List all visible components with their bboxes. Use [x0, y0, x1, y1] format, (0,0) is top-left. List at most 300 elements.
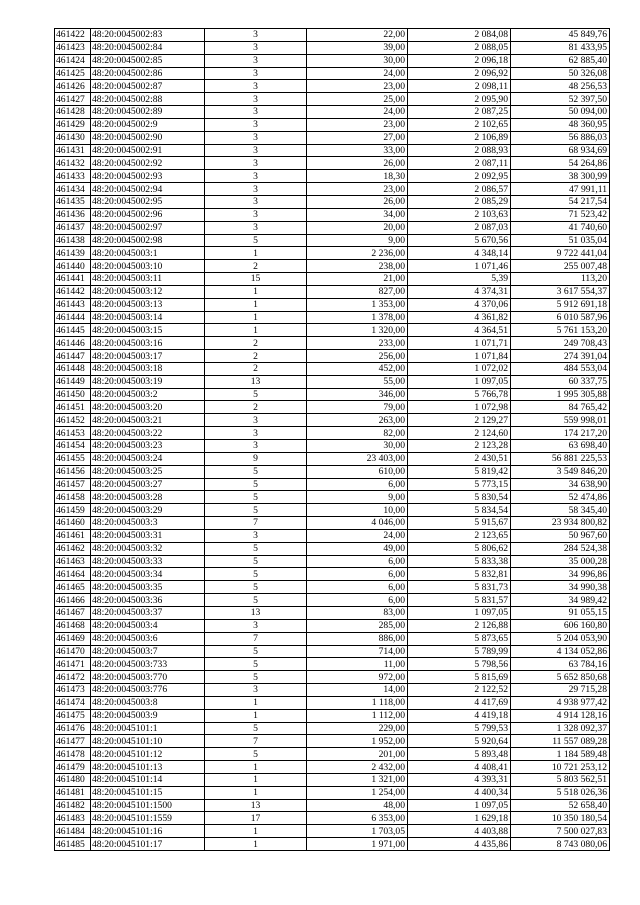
- cadastral-value-cell: 41 740,60: [511, 221, 610, 234]
- category-code-cell: 3: [205, 170, 307, 183]
- cadastral-value-cell: 45 849,76: [511, 29, 610, 42]
- cadastral-value-cell: 62 885,40: [511, 54, 610, 67]
- row-number-cell: 461430: [55, 131, 91, 144]
- row-number-cell: 461472: [55, 671, 91, 684]
- cadastral-number-cell: 48:20:0045003:29: [91, 504, 205, 517]
- specific-value-cell: 4 374,31: [408, 285, 511, 298]
- cadastral-number-cell: 48:20:0045003:3: [91, 517, 205, 530]
- row-number-cell: 461467: [55, 606, 91, 619]
- specific-value-cell: 4 419,18: [408, 709, 511, 722]
- specific-value-cell: 2 087,11: [408, 157, 511, 170]
- row-number-cell: 461431: [55, 144, 91, 157]
- cadastral-number-cell: 48:20:0045101:12: [91, 748, 205, 761]
- cadastral-number-cell: 48:20:0045002:87: [91, 80, 205, 93]
- data-table: [54, 28, 610, 851]
- cadastral-number-cell: 48:20:0045101:14: [91, 773, 205, 786]
- area-value-cell: 34,00: [307, 208, 408, 221]
- area-value-cell: 22,00: [307, 29, 408, 42]
- row-number-cell: 461451: [55, 401, 91, 414]
- cadastral-number-cell: 48:20:0045003:21: [91, 414, 205, 427]
- category-code-cell: 3: [205, 183, 307, 196]
- category-code-cell: 3: [205, 41, 307, 54]
- cadastral-value-cell: 174 217,20: [511, 427, 610, 440]
- category-code-cell: 1: [205, 761, 307, 774]
- area-value-cell: 11,00: [307, 658, 408, 671]
- cadastral-number-cell: 48:20:0045003:4: [91, 619, 205, 632]
- cadastral-value-cell: 84 765,42: [511, 401, 610, 414]
- category-code-cell: 3: [205, 221, 307, 234]
- area-value-cell: 285,00: [307, 619, 408, 632]
- specific-value-cell: 4 370,06: [408, 298, 511, 311]
- cadastral-number-cell: 48:20:0045101:17: [91, 838, 205, 851]
- area-value-cell: 14,00: [307, 684, 408, 697]
- specific-value-cell: 5 831,57: [408, 594, 511, 607]
- category-code-cell: 1: [205, 786, 307, 799]
- specific-value-cell: 5 873,65: [408, 632, 511, 645]
- table-row: [55, 144, 610, 157]
- area-value-cell: 1 971,00: [307, 838, 408, 851]
- category-code-cell: 1: [205, 838, 307, 851]
- area-value-cell: 33,00: [307, 144, 408, 157]
- table-row: [55, 298, 610, 311]
- area-value-cell: 9,00: [307, 491, 408, 504]
- specific-value-cell: 5 834,54: [408, 504, 511, 517]
- specific-value-cell: 2 088,93: [408, 144, 511, 157]
- row-number-cell: 461466: [55, 594, 91, 607]
- area-value-cell: 26,00: [307, 195, 408, 208]
- category-code-cell: 3: [205, 684, 307, 697]
- row-number-cell: 461443: [55, 298, 91, 311]
- row-number-cell: 461485: [55, 838, 91, 851]
- table-row: [55, 440, 610, 453]
- table-row: [55, 183, 610, 196]
- cadastral-value-cell: 68 934,69: [511, 144, 610, 157]
- cadastral-number-cell: 48:20:0045003:34: [91, 568, 205, 581]
- area-value-cell: 4 046,00: [307, 517, 408, 530]
- specific-value-cell: 4 348,14: [408, 247, 511, 260]
- specific-value-cell: 2 106,89: [408, 131, 511, 144]
- cadastral-value-cell: 5 803 562,51: [511, 773, 610, 786]
- cadastral-number-cell: 48:20:0045003:22: [91, 427, 205, 440]
- row-number-cell: 461462: [55, 542, 91, 555]
- category-code-cell: 2: [205, 362, 307, 375]
- specific-value-cell: 2 088,05: [408, 41, 511, 54]
- table-row: [55, 221, 610, 234]
- category-code-cell: 2: [205, 401, 307, 414]
- table-row: [55, 208, 610, 221]
- area-value-cell: 23,00: [307, 80, 408, 93]
- cadastral-number-cell: 48:20:0045003:8: [91, 696, 205, 709]
- table-row: [55, 337, 610, 350]
- table-row: [55, 41, 610, 54]
- specific-value-cell: 4 435,86: [408, 838, 511, 851]
- cadastral-value-cell: 559 998,01: [511, 414, 610, 427]
- area-value-cell: 23,00: [307, 118, 408, 131]
- table-row: [55, 311, 610, 324]
- cadastral-value-cell: 50 967,60: [511, 529, 610, 542]
- specific-value-cell: 5 831,73: [408, 581, 511, 594]
- row-number-cell: 461468: [55, 619, 91, 632]
- category-code-cell: 1: [205, 709, 307, 722]
- cadastral-number-cell: 48:20:0045003:9: [91, 709, 205, 722]
- category-code-cell: 5: [205, 722, 307, 735]
- specific-value-cell: 4 403,88: [408, 825, 511, 838]
- area-value-cell: 6,00: [307, 478, 408, 491]
- cadastral-number-cell: 48:20:0045003:11: [91, 273, 205, 286]
- cadastral-value-cell: 56 881 225,53: [511, 452, 610, 465]
- table-row: [55, 594, 610, 607]
- specific-value-cell: 1 071,46: [408, 260, 511, 273]
- table-row: [55, 658, 610, 671]
- category-code-cell: 3: [205, 440, 307, 453]
- cadastral-value-cell: 284 524,38: [511, 542, 610, 555]
- cadastral-value-cell: 34 989,42: [511, 594, 610, 607]
- area-value-cell: 48,00: [307, 799, 408, 812]
- specific-value-cell: 5 893,48: [408, 748, 511, 761]
- table-row: [55, 517, 610, 530]
- row-number-cell: 461433: [55, 170, 91, 183]
- table-row: [55, 93, 610, 106]
- specific-value-cell: 2 123,65: [408, 529, 511, 542]
- table-row: [55, 709, 610, 722]
- row-number-cell: 461471: [55, 658, 91, 671]
- table-row: [55, 285, 610, 298]
- cadastral-number-cell: 48:20:0045002:91: [91, 144, 205, 157]
- cadastral-number-cell: 48:20:0045003:7: [91, 645, 205, 658]
- table-row: [55, 786, 610, 799]
- area-value-cell: 452,00: [307, 362, 408, 375]
- row-number-cell: 461482: [55, 799, 91, 812]
- category-code-cell: 13: [205, 606, 307, 619]
- cadastral-value-cell: 5 912 691,18: [511, 298, 610, 311]
- cadastral-value-cell: 34 990,38: [511, 581, 610, 594]
- category-code-cell: 5: [205, 504, 307, 517]
- area-value-cell: 229,00: [307, 722, 408, 735]
- row-number-cell: 461422: [55, 29, 91, 42]
- table-row: [55, 478, 610, 491]
- row-number-cell: 461458: [55, 491, 91, 504]
- cadastral-number-cell: 48:20:0045003:2: [91, 388, 205, 401]
- cadastral-number-cell: 48:20:0045003:15: [91, 324, 205, 337]
- row-number-cell: 461425: [55, 67, 91, 80]
- cadastral-number-cell: 48:20:0045003:16: [91, 337, 205, 350]
- row-number-cell: 461457: [55, 478, 91, 491]
- specific-value-cell: 5 815,69: [408, 671, 511, 684]
- row-number-cell: 461454: [55, 440, 91, 453]
- category-code-cell: 3: [205, 529, 307, 542]
- row-number-cell: 461428: [55, 106, 91, 119]
- cadastral-value-cell: 274 391,04: [511, 350, 610, 363]
- cadastral-value-cell: 48 256,53: [511, 80, 610, 93]
- row-number-cell: 461455: [55, 452, 91, 465]
- specific-value-cell: 4 408,41: [408, 761, 511, 774]
- specific-value-cell: 5 830,54: [408, 491, 511, 504]
- row-number-cell: 461479: [55, 761, 91, 774]
- area-value-cell: 25,00: [307, 93, 408, 106]
- row-number-cell: 461427: [55, 93, 91, 106]
- area-value-cell: 346,00: [307, 388, 408, 401]
- specific-value-cell: 5 773,15: [408, 478, 511, 491]
- area-value-cell: 27,00: [307, 131, 408, 144]
- specific-value-cell: 1 072,02: [408, 362, 511, 375]
- specific-value-cell: 5 915,67: [408, 517, 511, 530]
- area-value-cell: 49,00: [307, 542, 408, 555]
- cadastral-number-cell: 48:20:0045003:37: [91, 606, 205, 619]
- area-value-cell: 263,00: [307, 414, 408, 427]
- row-number-cell: 461441: [55, 273, 91, 286]
- specific-value-cell: 2 124,60: [408, 427, 511, 440]
- cadastral-value-cell: 1 328 092,37: [511, 722, 610, 735]
- category-code-cell: 5: [205, 671, 307, 684]
- row-number-cell: 461434: [55, 183, 91, 196]
- specific-value-cell: 2 096,92: [408, 67, 511, 80]
- cadastral-value-cell: 34 996,86: [511, 568, 610, 581]
- specific-value-cell: 5 819,42: [408, 465, 511, 478]
- cadastral-value-cell: 91 055,15: [511, 606, 610, 619]
- cadastral-value-cell: 1 184 589,48: [511, 748, 610, 761]
- row-number-cell: 461460: [55, 517, 91, 530]
- specific-value-cell: 2 122,52: [408, 684, 511, 697]
- table-row: [55, 67, 610, 80]
- area-value-cell: 1 378,00: [307, 311, 408, 324]
- cadastral-value-cell: 63 698,40: [511, 440, 610, 453]
- cadastral-number-cell: 48:20:0045002:9: [91, 118, 205, 131]
- table-row: [55, 131, 610, 144]
- cadastral-number-cell: 48:20:0045002:92: [91, 157, 205, 170]
- cadastral-value-cell: 7 500 027,83: [511, 825, 610, 838]
- category-code-cell: 3: [205, 29, 307, 42]
- specific-value-cell: 5 806,62: [408, 542, 511, 555]
- cadastral-value-cell: 23 934 800,82: [511, 517, 610, 530]
- area-value-cell: 39,00: [307, 41, 408, 54]
- row-number-cell: 461464: [55, 568, 91, 581]
- area-value-cell: 201,00: [307, 748, 408, 761]
- cadastral-value-cell: 52 658,40: [511, 799, 610, 812]
- cadastral-number-cell: 48:20:0045003:13: [91, 298, 205, 311]
- cadastral-value-cell: 52 397,50: [511, 93, 610, 106]
- category-code-cell: 3: [205, 157, 307, 170]
- table-row: [55, 606, 610, 619]
- row-number-cell: 461478: [55, 748, 91, 761]
- cadastral-number-cell: 48:20:0045003:31: [91, 529, 205, 542]
- table-row: [55, 696, 610, 709]
- specific-value-cell: 1 629,18: [408, 812, 511, 825]
- cadastral-value-cell: 58 345,40: [511, 504, 610, 517]
- table-row: [55, 350, 610, 363]
- specific-value-cell: 2 095,90: [408, 93, 511, 106]
- table-row: [55, 362, 610, 375]
- area-value-cell: 1 254,00: [307, 786, 408, 799]
- row-number-cell: 461442: [55, 285, 91, 298]
- cadastral-value-cell: 50 326,08: [511, 67, 610, 80]
- area-value-cell: 256,00: [307, 350, 408, 363]
- table-row: [55, 645, 610, 658]
- table-row: [55, 504, 610, 517]
- area-value-cell: 233,00: [307, 337, 408, 350]
- cadastral-value-cell: 255 007,48: [511, 260, 610, 273]
- area-value-cell: 30,00: [307, 54, 408, 67]
- category-code-cell: 1: [205, 324, 307, 337]
- row-number-cell: 461459: [55, 504, 91, 517]
- cadastral-number-cell: 48:20:0045003:20: [91, 401, 205, 414]
- area-value-cell: 714,00: [307, 645, 408, 658]
- cadastral-value-cell: 1 995 305,88: [511, 388, 610, 401]
- cadastral-number-cell: 48:20:0045101:1: [91, 722, 205, 735]
- specific-value-cell: 5 789,99: [408, 645, 511, 658]
- category-code-cell: 1: [205, 773, 307, 786]
- area-value-cell: 24,00: [307, 529, 408, 542]
- cadastral-number-cell: 48:20:0045002:89: [91, 106, 205, 119]
- row-number-cell: 461476: [55, 722, 91, 735]
- cadastral-value-cell: 606 160,80: [511, 619, 610, 632]
- category-code-cell: 5: [205, 658, 307, 671]
- table-row: [55, 375, 610, 388]
- specific-value-cell: 1 071,71: [408, 337, 511, 350]
- cadastral-number-cell: 48:20:0045002:93: [91, 170, 205, 183]
- row-number-cell: 461438: [55, 234, 91, 247]
- cadastral-value-cell: 5 761 153,20: [511, 324, 610, 337]
- cadastral-number-cell: 48:20:0045003:32: [91, 542, 205, 555]
- table-row: [55, 491, 610, 504]
- cadastral-value-cell: 81 433,95: [511, 41, 610, 54]
- cadastral-number-cell: 48:20:0045003:12: [91, 285, 205, 298]
- category-code-cell: 3: [205, 195, 307, 208]
- row-number-cell: 461465: [55, 581, 91, 594]
- cadastral-number-cell: 48:20:0045003:28: [91, 491, 205, 504]
- cadastral-value-cell: 3 617 554,37: [511, 285, 610, 298]
- area-value-cell: 1 353,00: [307, 298, 408, 311]
- cadastral-number-cell: 48:20:0045003:19: [91, 375, 205, 388]
- row-number-cell: 461483: [55, 812, 91, 825]
- row-number-cell: 461436: [55, 208, 91, 221]
- specific-value-cell: 5 832,81: [408, 568, 511, 581]
- table-row: [55, 619, 610, 632]
- area-value-cell: 2 236,00: [307, 247, 408, 260]
- area-value-cell: 6,00: [307, 555, 408, 568]
- category-code-cell: 7: [205, 735, 307, 748]
- table-row: [55, 388, 610, 401]
- area-value-cell: 1 118,00: [307, 696, 408, 709]
- specific-value-cell: 5,39: [408, 273, 511, 286]
- area-value-cell: 1 703,05: [307, 825, 408, 838]
- cadastral-value-cell: 4 938 977,42: [511, 696, 610, 709]
- area-value-cell: 1 952,00: [307, 735, 408, 748]
- cadastral-number-cell: 48:20:0045002:90: [91, 131, 205, 144]
- category-code-cell: 3: [205, 427, 307, 440]
- category-code-cell: 1: [205, 298, 307, 311]
- specific-value-cell: 2 084,08: [408, 29, 511, 42]
- area-value-cell: 82,00: [307, 427, 408, 440]
- cadastral-value-cell: 249 708,43: [511, 337, 610, 350]
- category-code-cell: 15: [205, 273, 307, 286]
- area-value-cell: 24,00: [307, 106, 408, 119]
- category-code-cell: 1: [205, 825, 307, 838]
- row-number-cell: 461481: [55, 786, 91, 799]
- specific-value-cell: 1 071,84: [408, 350, 511, 363]
- cadastral-value-cell: 60 337,75: [511, 375, 610, 388]
- specific-value-cell: 4 364,51: [408, 324, 511, 337]
- area-value-cell: 10,00: [307, 504, 408, 517]
- specific-value-cell: 2 087,25: [408, 106, 511, 119]
- cadastral-number-cell: 48:20:0045002:86: [91, 67, 205, 80]
- area-value-cell: 20,00: [307, 221, 408, 234]
- cadastral-number-cell: 48:20:0045003:733: [91, 658, 205, 671]
- table-row: [55, 838, 610, 851]
- cadastral-value-cell: 51 035,04: [511, 234, 610, 247]
- cadastral-value-cell: 5 204 053,90: [511, 632, 610, 645]
- category-code-cell: 3: [205, 619, 307, 632]
- area-value-cell: 23,00: [307, 183, 408, 196]
- cadastral-number-cell: 48:20:0045002:85: [91, 54, 205, 67]
- row-number-cell: 461484: [55, 825, 91, 838]
- row-number-cell: 461461: [55, 529, 91, 542]
- cadastral-value-cell: 29 715,28: [511, 684, 610, 697]
- category-code-cell: 17: [205, 812, 307, 825]
- row-number-cell: 461475: [55, 709, 91, 722]
- cadastral-value-cell: 10 350 180,54: [511, 812, 610, 825]
- table-row: [55, 799, 610, 812]
- area-value-cell: 610,00: [307, 465, 408, 478]
- category-code-cell: 3: [205, 414, 307, 427]
- table-row: [55, 54, 610, 67]
- cadastral-number-cell: 48:20:0045101:1559: [91, 812, 205, 825]
- cadastral-number-cell: 48:20:0045101:15: [91, 786, 205, 799]
- area-value-cell: 30,00: [307, 440, 408, 453]
- cadastral-number-cell: 48:20:0045003:14: [91, 311, 205, 324]
- specific-value-cell: 4 400,34: [408, 786, 511, 799]
- specific-value-cell: 2 126,88: [408, 619, 511, 632]
- cadastral-number-cell: 48:20:0045002:95: [91, 195, 205, 208]
- category-code-cell: 5: [205, 594, 307, 607]
- table-row: [55, 671, 610, 684]
- category-code-cell: 3: [205, 93, 307, 106]
- cadastral-number-cell: 48:20:0045003:35: [91, 581, 205, 594]
- cadastral-value-cell: 63 784,16: [511, 658, 610, 671]
- row-number-cell: 461470: [55, 645, 91, 658]
- cadastral-number-cell: 48:20:0045101:10: [91, 735, 205, 748]
- area-value-cell: 886,00: [307, 632, 408, 645]
- area-value-cell: 6,00: [307, 568, 408, 581]
- table-row: [55, 465, 610, 478]
- specific-value-cell: 5 799,53: [408, 722, 511, 735]
- table-row: [55, 260, 610, 273]
- row-number-cell: 461435: [55, 195, 91, 208]
- row-number-cell: 461447: [55, 350, 91, 363]
- cadastral-number-cell: 48:20:0045003:23: [91, 440, 205, 453]
- specific-value-cell: 2 102,65: [408, 118, 511, 131]
- cadastral-value-cell: 484 553,04: [511, 362, 610, 375]
- cadastral-value-cell: 11 557 089,28: [511, 735, 610, 748]
- category-code-cell: 5: [205, 478, 307, 491]
- specific-value-cell: 5 833,38: [408, 555, 511, 568]
- cadastral-value-cell: 9 722 441,04: [511, 247, 610, 260]
- table-row: [55, 157, 610, 170]
- category-code-cell: 3: [205, 80, 307, 93]
- row-number-cell: 461424: [55, 54, 91, 67]
- area-value-cell: 6 353,00: [307, 812, 408, 825]
- cadastral-number-cell: 48:20:0045003:36: [91, 594, 205, 607]
- category-code-cell: 3: [205, 106, 307, 119]
- cadastral-number-cell: 48:20:0045003:18: [91, 362, 205, 375]
- table-row: [55, 273, 610, 286]
- cadastral-number-cell: 48:20:0045002:88: [91, 93, 205, 106]
- cadastral-value-cell: 8 743 080,06: [511, 838, 610, 851]
- cadastral-value-cell: 54 217,54: [511, 195, 610, 208]
- cadastral-number-cell: 48:20:0045002:83: [91, 29, 205, 42]
- specific-value-cell: 1 097,05: [408, 375, 511, 388]
- category-code-cell: 1: [205, 311, 307, 324]
- category-code-cell: 5: [205, 748, 307, 761]
